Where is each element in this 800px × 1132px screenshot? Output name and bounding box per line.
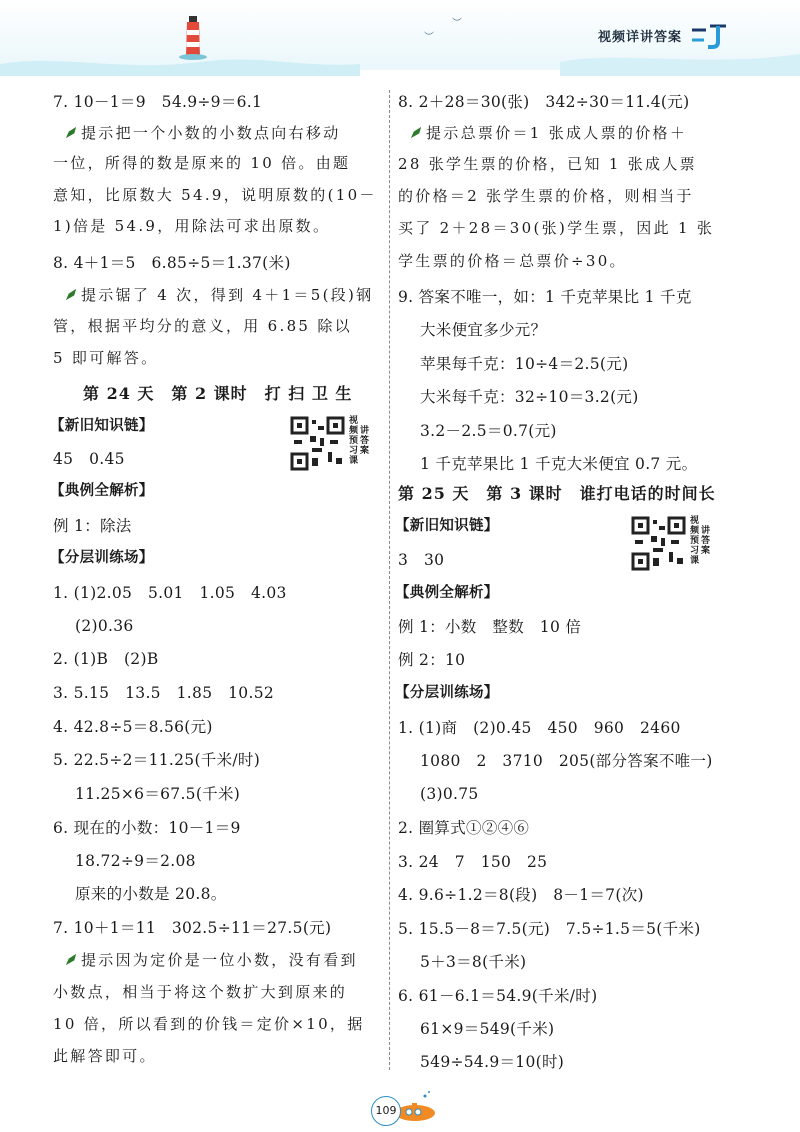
section-title: 【分层训练场】 xyxy=(50,550,154,566)
hint-line: 买了 2＋28＝30(张)学生票，因此 1 张 xyxy=(398,219,715,237)
hint-pencil-icon xyxy=(65,288,78,301)
answer-9: 9. 答案不唯一，如：1 千克苹果比 1 千克 xyxy=(398,288,692,306)
qr-caption: 视频预习课 xyxy=(349,416,359,466)
hint-line xyxy=(410,123,687,143)
exercise-1-part2: 1080 2 3710 205(部分答案不唯一) xyxy=(420,752,713,770)
exercise-6-part3: 549÷54.9＝10(时) xyxy=(420,1053,565,1071)
logo-icon xyxy=(690,20,730,50)
exercise-5-part2: 5＋3＝8(千米) xyxy=(420,953,527,971)
example-1: 例 1：小数 整数 10 倍 xyxy=(398,618,582,636)
hint-line: 管，根据平均分的意义，用 6.85 除以 xyxy=(53,317,352,335)
section-title: 【新旧知识链】 xyxy=(50,418,154,434)
exercise-6-part2: 18.72÷9＝2.08 xyxy=(75,852,196,870)
hint-line xyxy=(65,123,341,143)
qr-code-icon xyxy=(290,416,345,471)
exercise-5-part2: 11.25×6＝67.5(千米) xyxy=(75,785,241,803)
hint-line xyxy=(65,285,373,305)
hint-line xyxy=(65,950,358,970)
answer-8: 8. 2＋28＝30(张) 342÷30＝11.4(元) xyxy=(398,93,690,111)
qr-caption: 讲答案 xyxy=(701,526,711,556)
exercise-1-part2: (2)0.36 xyxy=(75,617,134,635)
hint-pencil-icon xyxy=(410,126,423,139)
bird-icon: ︶ xyxy=(452,18,462,29)
section-value: 3 30 xyxy=(398,551,445,569)
exercise-2: 2. (1)B (2)B xyxy=(53,650,159,668)
hint-text: 提示因为定价是一位小数，没有看到 xyxy=(81,951,358,969)
exercise-5: 5. 22.5÷2＝11.25(千米/时) xyxy=(53,751,261,769)
answer-9-line: 苹果每千克：10÷4＝2.5(元) xyxy=(420,355,629,373)
example-2: 例 2：10 xyxy=(398,651,466,669)
answer-8: 8. 4＋1＝5 6.85÷5＝1.37(米) xyxy=(53,254,291,272)
exercise-7: 7. 10＋1＝11 302.5÷11＝27.5(元) xyxy=(53,919,332,937)
hint-text: 提示总票价＝1 张成人票的价格＋ xyxy=(426,124,688,142)
exercise-5: 5. 15.5－8＝7.5(元) 7.5÷1.5＝5(千米) xyxy=(398,920,701,938)
lesson-heading: 第 24 天 第 2 课时 打 扫 卫 生 xyxy=(83,384,353,403)
answer-9-line: 大米每千克：32÷10＝3.2(元) xyxy=(420,388,639,406)
lighthouse-icon xyxy=(178,12,208,60)
answer-7: 7. 10－1＝9 54.9÷9＝6.1 xyxy=(53,93,263,111)
exercise-3: 3. 5.15 13.5 1.85 10.52 xyxy=(53,684,275,702)
hint-line: 10 倍，所以看到的价钱＝定价×10，据 xyxy=(53,1015,365,1033)
column-divider xyxy=(389,90,390,1070)
hint-line: 此解答即可。 xyxy=(53,1047,157,1065)
hint-text: 提示锯了 4 次，得到 4＋1＝5(段)钢 xyxy=(81,286,374,304)
exercise-4: 4. 42.8÷5＝8.56(元) xyxy=(53,718,213,736)
exercise-6: 6. 61－6.1＝54.9(千米/时) xyxy=(398,987,598,1005)
hint-line: 一位，所得的数是原来的 10 倍。由题 xyxy=(53,154,351,172)
exercise-2: 2. 圈算式①②④⑥ xyxy=(398,819,530,837)
answer-9-line: 3.2－2.5＝0.7(元) xyxy=(420,422,557,440)
qr-caption: 视频预习课 xyxy=(690,516,700,566)
answer-9-line: 1 千克苹果比 1 千克大米便宜 0.7 元。 xyxy=(420,455,698,473)
header-wave xyxy=(0,46,800,76)
exercise-3: 3. 24 7 150 25 xyxy=(398,853,548,871)
answer-9-line: 大米便宜多少元？ xyxy=(420,321,547,339)
exercise-1: 1. (1)商 (2)0.45 450 960 2460 xyxy=(398,719,681,737)
hint-line: 的价格＝2 张学生票的价格，则相当于 xyxy=(398,187,694,205)
hint-line: 小数点，相当于将这个数扩大到原来的 xyxy=(53,983,348,1001)
hint-line: 28 张学生票的价格，已知 1 张成人票 xyxy=(398,155,697,173)
section-title: 【典例全解析】 xyxy=(50,483,154,499)
qr-caption: 讲答案 xyxy=(360,426,370,456)
hint-line: 5 即可解答。 xyxy=(53,349,159,367)
exercise-6-part2: 61×9＝549(千米) xyxy=(420,1020,555,1038)
lesson-heading: 第 25 天 第 3 课时 谁打电话的时间长 xyxy=(398,484,716,503)
example-1: 例 1：除法 xyxy=(53,517,132,535)
section-title: 【典例全解析】 xyxy=(395,585,499,601)
hint-line: 意知，比原数大 54.9，说明原数的(10－ xyxy=(53,186,377,204)
section-title: 【分层训练场】 xyxy=(395,685,499,701)
exercise-1: 1. (1)2.05 5.01 1.05 4.03 xyxy=(53,584,287,602)
page-header xyxy=(0,0,800,86)
hint-line: 学生票的价格＝总票价÷30。 xyxy=(398,252,627,270)
hint-pencil-icon xyxy=(65,953,78,966)
exercise-6: 6. 现在的小数：10－1＝9 xyxy=(53,819,241,837)
exercise-1-part3: (3)0.75 xyxy=(420,785,479,803)
exercise-6-part3: 原来的小数是 20.8。 xyxy=(75,885,227,903)
hint-line: 1)倍是 54.9，用除法可求出原数。 xyxy=(53,217,331,235)
hint-pencil-icon xyxy=(65,126,78,139)
bird-icon: ︶ xyxy=(424,32,434,43)
section-value: 45 0.45 xyxy=(53,450,125,468)
qr-code-icon xyxy=(631,516,686,571)
exercise-4: 4. 9.6÷1.2＝8(段) 8－1＝7(次) xyxy=(398,886,644,904)
page-number: 109 xyxy=(371,1096,401,1126)
section-title: 【新旧知识链】 xyxy=(395,518,499,534)
hint-text: 提示把一个小数的小数点向右移动 xyxy=(81,124,341,142)
header-title: 视频详讲答案 xyxy=(598,30,683,45)
